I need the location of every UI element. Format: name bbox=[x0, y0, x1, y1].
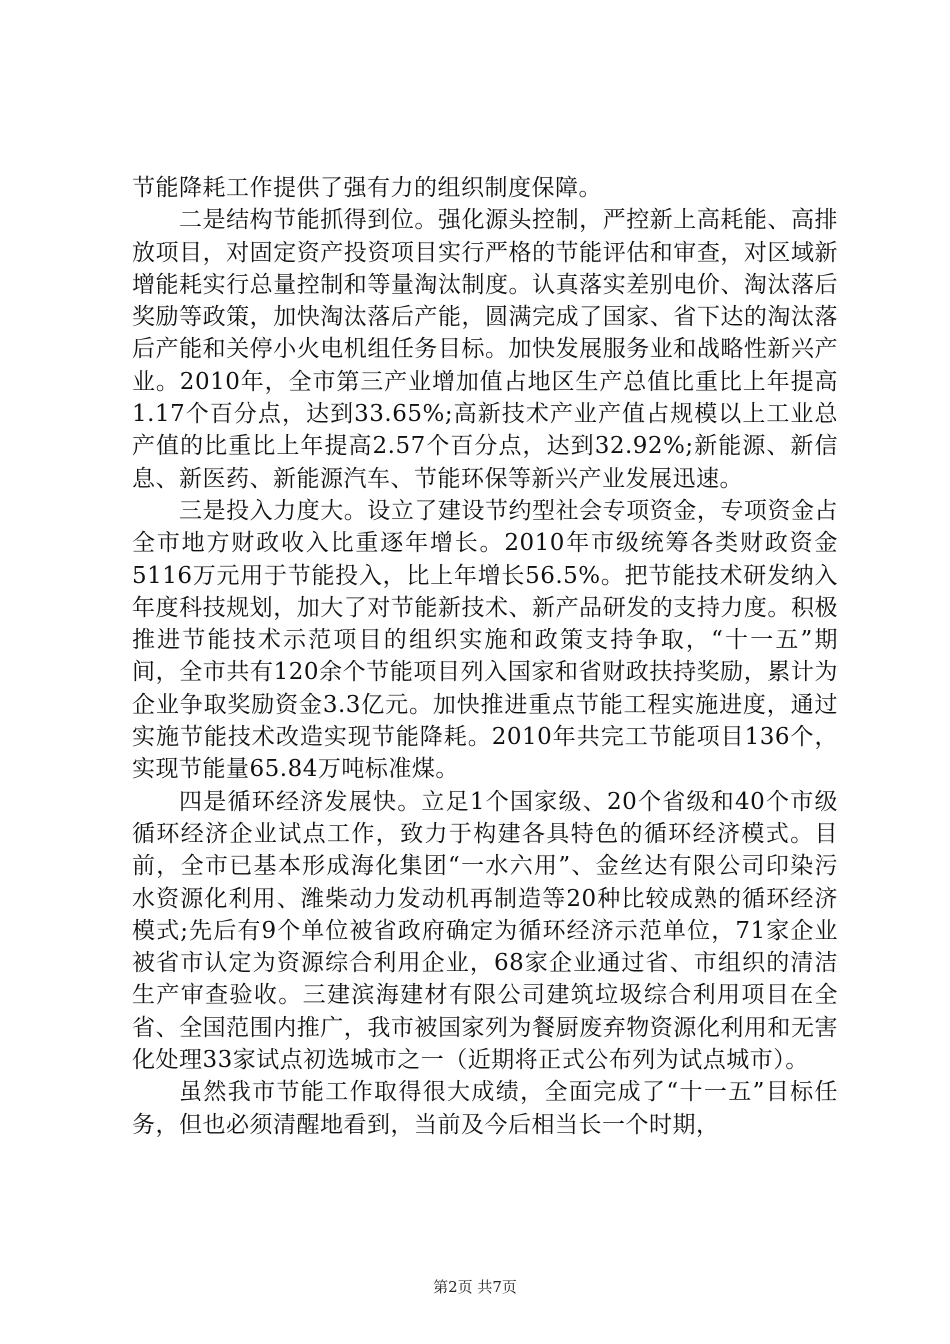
paragraph-circular-economy: 四是循环经济发展快。立足1个国家级、20个省级和40个市级循环经济企业试点工作，致力于构建各具特色的循环经济模式。目前，全市已基本形成海化集团“一水六用”、金丝达有限公司印染污水资源化利用、潍柴动力发动机再制造等20种比较成熟的循环经济模式;先后有9个单位被省政府确定为循环经济示范单位，71家企业被省市认定为资源综合利用企业，68家企业通过省、市组织的清洁生产审查验收。三建滨海建材有限公司建筑垃圾综合利用项目在全省、全国范围内推广，我市被国家列为餐厨废弃物资源化利用和无害化处理33家试点初选城市之一（近期将正式公布列为试点城市）。 bbox=[132, 788, 838, 1074]
page-number-footer: 第2页 共7页 bbox=[433, 1278, 517, 1296]
paragraph-structural-energy-saving: 二是结构节能抓得到位。强化源头控制，严控新上高耗能、高排放项目，对固定资产投资项目实行严格的节能评估和审查，对区域新增能耗实行总量控制和等量淘汰制度。认真落实差别电价、淘汰落后奖励等政策，加快淘汰落后产能，圆满完成了国家、省下达的淘汰落后产能和关停小火电机组任务目标。加快发展服务业和战略性新兴产业。2010年，全市第三产业增加值占地区生产总值比重比上年提高1.17个百分点，达到33.65%;高新技术产业产值占规模以上工业总产值的比重比上年提高2.57个百分点，达到32.92%;新能源、新信息、新医药、新能源汽车、节能环保等新兴产业发展迅速。 bbox=[132, 207, 838, 492]
paragraph-continuation: 节能降耗工作提供了强有力的组织制度保障。 bbox=[132, 175, 602, 201]
paragraph-investment: 三是投入力度大。设立了建设节约型社会专项资金，专项资金占全市地方财政收入比重逐年增长。2010年市级统筹各类财政资金5116万元用于节能投入，比上年增长56.5%。把节能技术研发纳入年度科技规划，加大了对节能新技术、新产品研发的支持力度。积极推进节能技术示范项目的组织实施和政策支持争取，“十一五”期间，全市共有120余个节能项目列入国家和省财政扶持奖励，累计为企业争取奖励资金3.3亿元。加快推进重点节能工程实施进度，通过实施节能技术改造实现节能降耗。2010年共完工节能项目136个，实现节能量65.84万吨标准煤。 bbox=[132, 497, 838, 783]
document-body bbox=[132, 172, 838, 1141]
paragraph-conclusion: 虽然我市节能工作取得很大成绩，全面完成了“十一五”目标任务，但也必须清醒地看到，当前及今后相当长一个时期， bbox=[132, 1079, 838, 1138]
